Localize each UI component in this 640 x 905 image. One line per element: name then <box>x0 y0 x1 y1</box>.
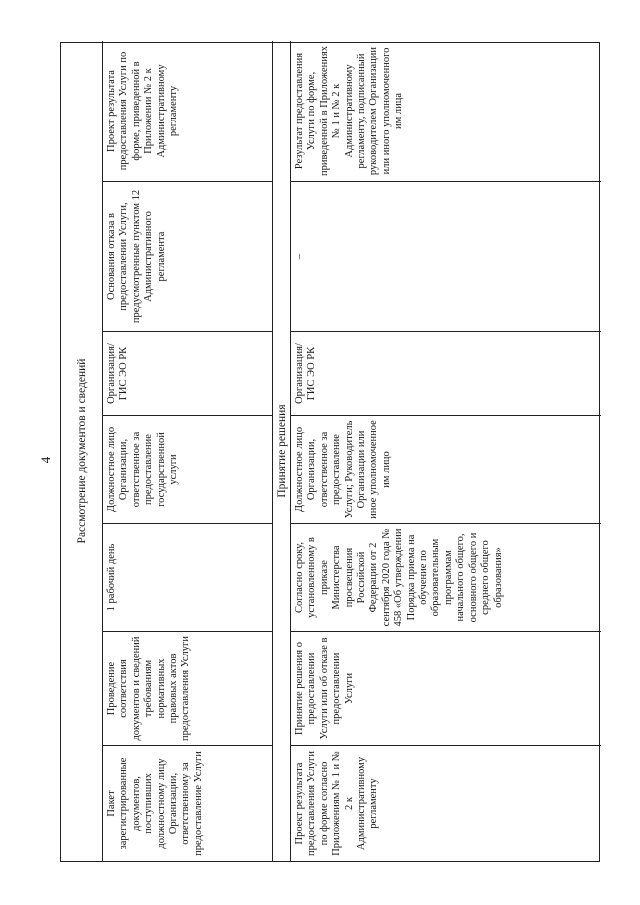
section-header-decision: Принятие решения <box>273 41 291 861</box>
table-row <box>291 41 601 861</box>
table-cell: Проект результата предоставления Услуги по форме согласно Приложениям № 1 и № 2 к Административному регламенту <box>291 745 601 861</box>
table-cell: Основания отказа в предоставлении Услуги, предусмотренные пунктом 12 Административного регламента <box>103 181 272 331</box>
table-cell: Согласно сроку, установленному в приказе Министерства просвещения Российской Федерации от 2 сентября 2020 года № 458 «Об утверждении Порядка приема на обучение по образовательным программам начального общего, основного общего и среднего общего образования» <box>291 523 601 631</box>
table-cell: Принятие решения о предоставлении Услуги или об отказе в предоставлении Услуги <box>291 631 601 745</box>
table-cell: Проект результата предоставления Услуги по форме, приведенной в Приложении № 2 к Административному регламенту <box>106 51 180 171</box>
section-header-review: Рассмотрение документов и сведений <box>61 41 103 861</box>
table-cell: 1 рабочий день <box>103 523 272 631</box>
table-cell: – <box>291 181 601 331</box>
table-cell: Должностное лицо Организации, ответственное за предоставление Услуги; Руководитель Организации или иное уполномоченное им лицо <box>291 415 601 523</box>
table-cell: Организация/ ГИС ЭО РК <box>103 331 272 415</box>
table-cell: Пакет зарегистрированные документов, поступивших должностному лицу Организации, ответственному за предоставление Услуги <box>103 745 272 861</box>
table-cell: Проведение соответствия документов и сведений требованиям нормативных правовых актов предоставления Услуги <box>103 631 272 745</box>
procedure-table <box>60 42 600 862</box>
table-cell: Должностное лицо Организации, ответственное за предоставление государственной услуги <box>103 415 272 523</box>
page-number: 4 <box>38 456 53 464</box>
table-row <box>103 41 273 861</box>
table-cell: Организация/ ГИС ЭО РК <box>291 331 601 415</box>
rotated-table-container <box>60 42 600 862</box>
table-cell: Результат предоставления Услуги по форме, приведенной в Приложениях № 1 и № 2 к Административному регламенту, подписанный руководителем Организации или иного уполномоченного им лица <box>294 46 405 176</box>
